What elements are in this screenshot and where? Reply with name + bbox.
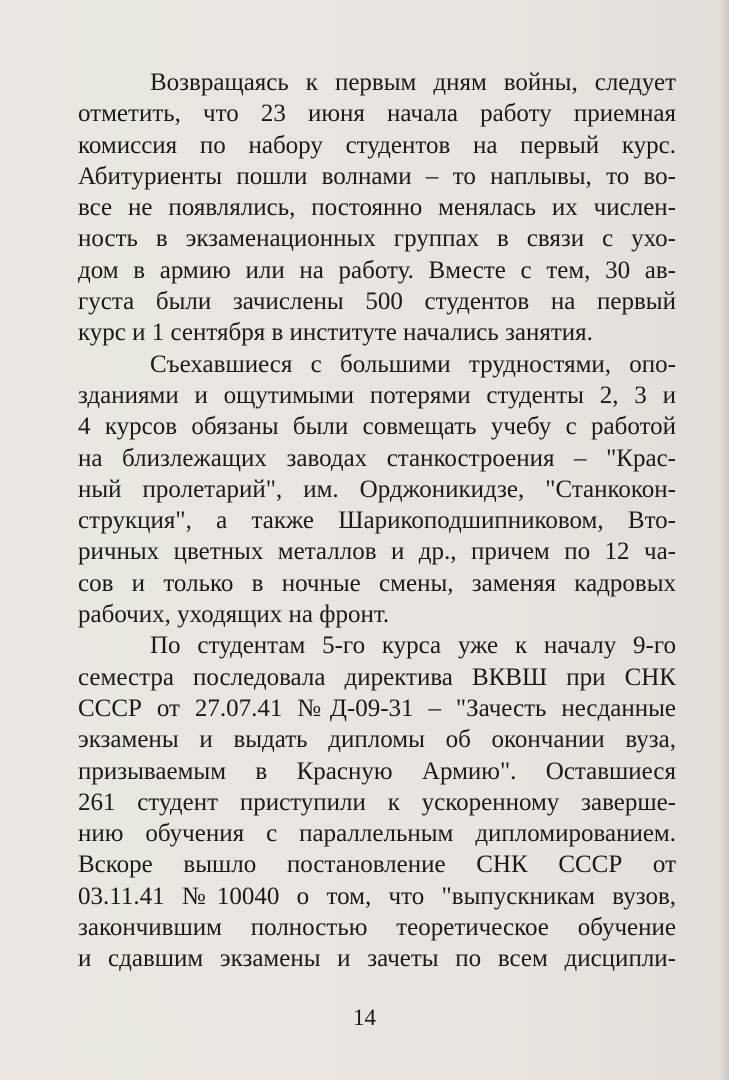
text-line: и сдавшим экзамены и зачеты по всем дисципли- xyxy=(78,945,676,973)
text-line: ность в экзаменационных группах в связи с ухо- xyxy=(78,225,676,253)
text-line: закончившим полностью теоретическое обучение xyxy=(78,914,676,942)
text-line: Абитуриенты пошли волнами – то наплывы, то во- xyxy=(78,162,676,190)
text-line: на близлежащих заводах станкостроения – "Крас- xyxy=(78,444,676,472)
text-line: рабочих, уходящих на фронт. xyxy=(78,601,390,629)
page-binding-shadow xyxy=(719,0,729,1080)
text-line: дом в армию или на работу. Вместе с тем, 30 ав- xyxy=(78,256,676,284)
text-line: 4 курсов обязаны были совмещать учебу с работой xyxy=(78,413,676,441)
text-line: Съехавшиеся с большими трудностями, опо- xyxy=(150,350,676,378)
text-line: 261 студент приступили к ускоренному заверше- xyxy=(78,788,676,816)
text-line: зданиями и ощутимыми потерями студенты 2, 3 и xyxy=(78,381,676,409)
page-number: 14 xyxy=(353,1005,376,1030)
text-line: ричных цветных металлов и др., причем по 12 ча- xyxy=(78,538,676,566)
text-line: отметить, что 23 июня начала работу приемная xyxy=(78,100,676,128)
text-line: Возвращаясь к первым дням войны, следует xyxy=(150,69,676,96)
text-line: все не появлялись, постоянно менялась их числен- xyxy=(78,194,676,222)
text-line: струкция", а также Шарикоподшипниковом, Вто- xyxy=(78,507,676,535)
text-line: Вскоре вышло постановление СНК СССР от xyxy=(78,851,676,879)
text-line: экзамены и выдать дипломы об окончании вуза, xyxy=(78,726,676,754)
text-line: СССР от 27.07.41 №Д-09-31 – "Зачесть несданные xyxy=(78,694,676,722)
text-line: густа были зачислены 500 студентов на первый xyxy=(78,288,676,316)
text-line: семестра последовала директива ВКВШ при СНК xyxy=(78,663,676,691)
body-text xyxy=(78,67,676,975)
text-line: нию обучения с параллельным дипломированием. xyxy=(78,820,676,848)
text-line: 03.11.41 №10040 о том, что "выпускникам вузов, xyxy=(78,882,676,910)
text-line: призываемым в Красную Армию". Оставшиеся xyxy=(78,757,676,785)
text-line: курс и 1 сентября в институте начались занятия. xyxy=(78,319,593,347)
text-line: комиссия по набору студентов на первый курс. xyxy=(78,131,676,159)
text-line: По студентам 5-го курса уже к началу 9-го xyxy=(150,632,676,660)
text-line: ный пролетарий", им. Орджоникидзе, "Станкокон- xyxy=(78,475,676,503)
text-line: сов и только в ночные смены, заменяя кадровых xyxy=(78,569,676,597)
